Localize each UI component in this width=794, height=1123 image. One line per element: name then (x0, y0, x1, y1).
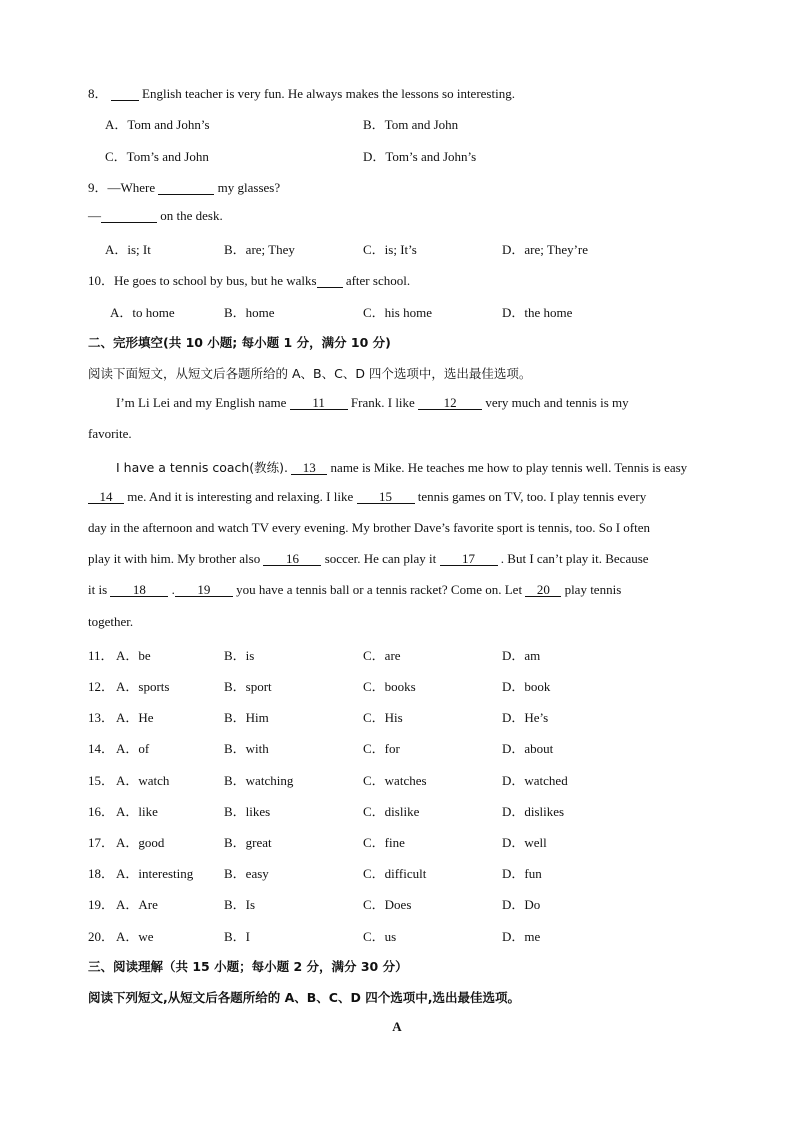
cloze-num-13: 13． (88, 710, 115, 725)
answer-blank (111, 87, 139, 101)
passage-line (116, 395, 716, 411)
option-b: B．home (224, 305, 275, 320)
option-c: C．fine (363, 835, 405, 850)
answer-blank (158, 181, 214, 195)
passage-line: together. (88, 614, 134, 629)
blank-18: 18 (110, 583, 168, 597)
option-d: D．the home (502, 305, 573, 320)
blank-17: 17 (440, 552, 498, 566)
option-c: C．us (363, 929, 397, 944)
option-d: D．He’s (502, 710, 549, 725)
passage-text: . (171, 582, 175, 597)
passage-text: it is (88, 582, 108, 597)
passage-line: favorite. (88, 426, 132, 441)
option-c: C．are (363, 648, 401, 663)
option-c: C．is; It’s (363, 242, 417, 257)
question-text: after school. (345, 273, 411, 288)
cloze-num-17: 17． (88, 835, 115, 850)
option-c: C．watches (363, 773, 427, 788)
option-c: C．dislike (363, 804, 420, 819)
passage-text: me. And it is interesting and relaxing. I like (127, 489, 354, 504)
option-b: B．I (224, 929, 251, 944)
option-b: B．Is (224, 897, 256, 912)
question-text: English teacher is very fun. He always makes the lessons so interesting. (142, 86, 515, 101)
question-number: 9． (88, 180, 108, 195)
question-number: 10． (88, 273, 115, 288)
option-c: C．Tom’s and John (105, 149, 209, 164)
passage-line: day in the afternoon and watch TV every evening. My brother Dave’s favorite sport is tennis, too. So I often (88, 520, 650, 535)
blank-11: 11 (290, 396, 348, 410)
option-a: A．interesting (116, 866, 194, 881)
passage-line (88, 551, 708, 567)
option-b: B．sport (224, 679, 272, 694)
answer-blank (101, 209, 157, 223)
question-9-answer-line (88, 208, 223, 224)
option-b: B．are; They (224, 242, 295, 257)
passage-text: tennis games on TV, too. I play tennis every (417, 489, 647, 504)
blank-19: 19 (175, 583, 233, 597)
blank-20: 20 (525, 583, 561, 597)
passage-text: you have a tennis ball or a tennis racket? Come on. Let (236, 582, 523, 597)
section-title: 二、完形填空(共 10 小题; 每小题 1 分，满分 10 分) (88, 335, 391, 350)
option-d: D．book (502, 679, 551, 694)
passage-text: very much and tennis is my (485, 395, 629, 410)
option-a: A．watch (116, 773, 170, 788)
option-d: D．are; They’re (502, 242, 589, 257)
question-text: on the desk. (160, 208, 223, 223)
section-title: 三、阅读理解（共 15 小题；每小题 2 分，满分 30 分） (88, 959, 408, 974)
option-b: B．Him (224, 710, 269, 725)
option-a: A．be (116, 648, 151, 663)
cloze-num-18: 18． (88, 866, 115, 881)
option-d: D．Do (502, 897, 541, 912)
question-text: He goes to school by bus, but he walks (114, 273, 317, 288)
option-a: A．to home (110, 305, 175, 320)
option-b: B．Tom and John (363, 117, 459, 132)
passage-line (88, 582, 708, 598)
option-a: A．of (116, 741, 150, 756)
question-number: 8． (88, 86, 108, 101)
option-b: B．great (224, 835, 272, 850)
passage-text: I have a tennis coach(教练). (116, 460, 289, 475)
question-8 (88, 83, 515, 102)
passage-text: . But I can’t play it. Because (500, 551, 649, 566)
cloze-num-12: 12． (88, 679, 115, 694)
section-instruction: 阅读下面短文，从短文后各题所给的 A、B、C、D 四个选项中，选出最佳选项。 (88, 366, 532, 381)
option-d: D．about (502, 741, 554, 756)
passage-line (116, 458, 716, 476)
question-text: —Where (107, 180, 156, 195)
passage-text: play tennis (564, 582, 622, 597)
option-b: B．is (224, 648, 255, 663)
blank-15: 15 (357, 490, 415, 504)
option-b: B．with (224, 741, 269, 756)
option-d: D．Tom’s and John’s (363, 149, 477, 164)
option-a: A．Are (116, 897, 158, 912)
section-instruction: 阅读下列短文,从短文后各题所给的 A、B、C、D 四个选项中,选出最佳选项。 (88, 990, 520, 1005)
passage-text: play it with him. My brother also (88, 551, 261, 566)
option-b: B．likes (224, 804, 271, 819)
blank-13: 13 (291, 461, 327, 475)
passage-line (88, 489, 708, 505)
option-c: C．books (363, 679, 416, 694)
passage-text: name is Mike. He teaches me how to play tennis well. Tennis is easy (330, 460, 688, 475)
question-text: my glasses? (217, 180, 281, 195)
option-a: A．good (116, 835, 165, 850)
option-d: D．me (502, 929, 541, 944)
option-d: D．fun (502, 866, 542, 881)
question-10 (88, 270, 410, 289)
passage-text: soccer. He can play it (324, 551, 437, 566)
blank-12: 12 (418, 396, 482, 410)
blank-16: 16 (263, 552, 321, 566)
option-d: D．watched (502, 773, 568, 788)
passage-text: Frank. I like (350, 395, 415, 410)
dash: — (88, 208, 101, 223)
cloze-num-20: 20． (88, 929, 115, 944)
answer-blank (317, 274, 343, 288)
option-d: D．well (502, 835, 547, 850)
option-a: A．we (116, 929, 154, 944)
cloze-num-14: 14． (88, 741, 115, 756)
option-c: C．for (363, 741, 400, 756)
option-c: C．His (363, 710, 403, 725)
question-9 (88, 177, 280, 196)
option-a: A．He (116, 710, 154, 725)
option-b: B．watching (224, 773, 294, 788)
cloze-num-11: 11． (88, 648, 114, 663)
cloze-num-15: 15． (88, 773, 115, 788)
option-a: A．sports (116, 679, 170, 694)
option-d: D．am (502, 648, 541, 663)
option-a: A．is; It (105, 242, 151, 257)
passage-label: A (392, 1019, 402, 1034)
blank-14: 14 (88, 490, 124, 504)
cloze-num-16: 16． (88, 804, 115, 819)
passage-text: I’m Li Lei and my English name (116, 395, 287, 410)
option-c: C．Does (363, 897, 412, 912)
cloze-num-19: 19． (88, 897, 115, 912)
option-a: A．Tom and John’s (105, 117, 210, 132)
option-b: B．easy (224, 866, 269, 881)
option-c: C．difficult (363, 866, 427, 881)
option-a: A．like (116, 804, 158, 819)
option-d: D．dislikes (502, 804, 565, 819)
option-c: C．his home (363, 305, 432, 320)
